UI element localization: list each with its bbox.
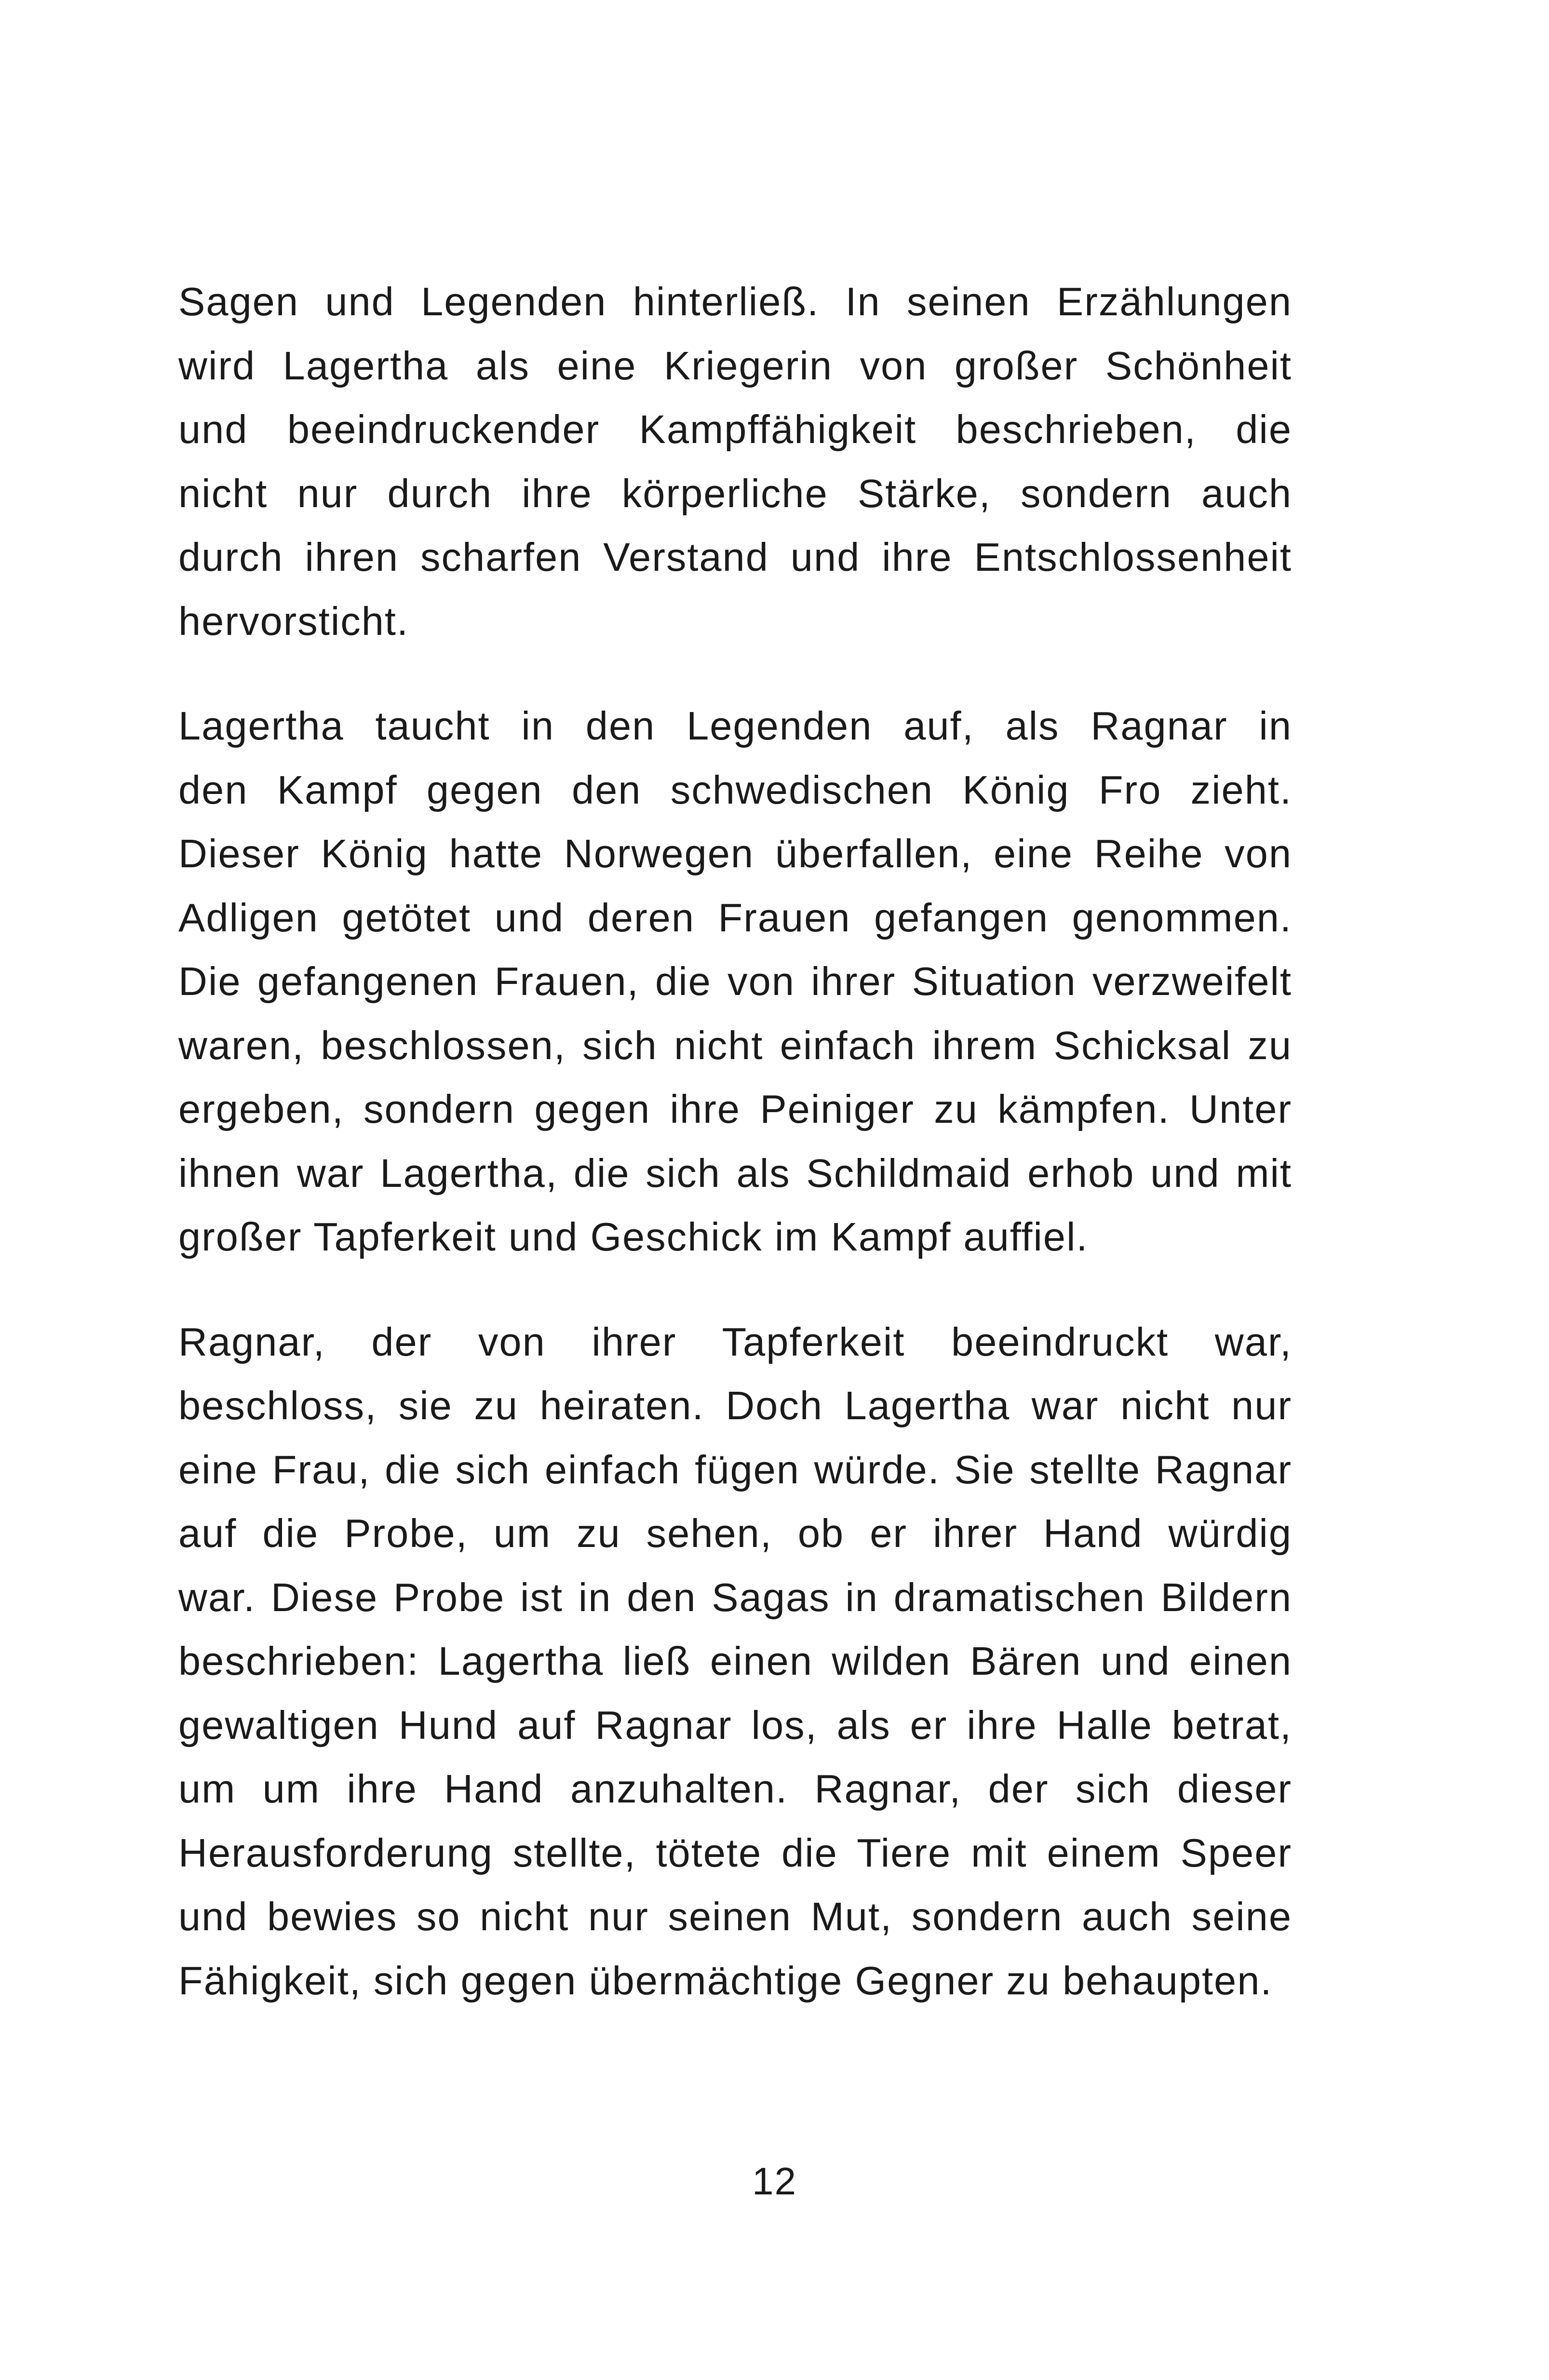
text-line: Dieser König hatte Norwegen überfallen, eine Reihe von — [178, 831, 1292, 876]
page-number: 12 — [752, 2160, 797, 2203]
text-line: um um ihre Hand anzuhalten. Ragnar, der sich dieser — [178, 1766, 1292, 1811]
text-line: Herausforderung stellte, tötete die Tiere mit einem Speer — [178, 1830, 1292, 1875]
text-line: Adligen getötet und deren Frauen gefangen genommen. — [178, 895, 1292, 940]
text-line: beschloss, sie zu heiraten. Doch Lagertha war nicht nur — [178, 1383, 1292, 1428]
paragraph-3 — [178, 1310, 1292, 2013]
text-line: Sagen und Legenden hinterließ. In seinen Erzählungen — [178, 279, 1292, 324]
text-line: und beeindruckender Kampffähigkeit beschrieben, die — [178, 407, 1292, 452]
text-line: den Kampf gegen den schwedischen König Fro zieht. — [178, 767, 1292, 812]
text-line: war. Diese Probe ist in den Sagas in dramatischen Bildern — [178, 1574, 1292, 1620]
text-line: beschrieben: Lagertha ließ einen wilden Bären und einen — [178, 1639, 1292, 1683]
text-line: ihnen war Lagertha, die sich als Schildmaid erhob und mit — [178, 1150, 1292, 1196]
text-line: eine Frau, die sich einfach fügen würde. Sie stellte Ragnar — [178, 1447, 1292, 1492]
text-line: gewaltigen Hund auf Ragnar los, als er ihre Halle betrat, — [178, 1702, 1292, 1748]
text-line: großer Tapferkeit und Geschick im Kampf auffiel. — [178, 1214, 1089, 1259]
text-line: Ragnar, der von ihrer Tapferkeit beeindruckt war, — [178, 1319, 1292, 1364]
text-line: und bewies so nicht nur seinen Mut, sondern auch seine — [178, 1894, 1292, 1939]
text-line: waren, beschlossen, sich nicht einfach ihrem Schicksal zu — [178, 1022, 1292, 1068]
paragraph-2 — [178, 694, 1292, 1269]
text-line: Lagertha taucht in den Legenden auf, als Ragnar in — [178, 703, 1292, 748]
text-line: hervorsticht. — [178, 598, 409, 644]
paragraph-1 — [178, 270, 1292, 653]
body-text — [178, 270, 1292, 2013]
text-line: auf die Probe, um zu sehen, ob er ihrer Hand würdig — [178, 1511, 1292, 1556]
text-line: Fähigkeit, sich gegen übermächtige Gegner zu behaupten. — [178, 1958, 1273, 2003]
text-line: ergeben, sondern gegen ihre Peiniger zu kämpfen. Unter — [178, 1087, 1292, 1131]
text-line: wird Lagertha als eine Kriegerin von großer Schönheit — [178, 343, 1292, 388]
text-line: nicht nur durch ihre körperliche Stärke, sondern auch — [178, 471, 1292, 516]
text-line: durch ihren scharfen Verstand und ihre Entschlossenheit — [178, 535, 1292, 579]
text-line: Die gefangenen Frauen, die von ihrer Situation verzweifelt — [178, 959, 1292, 1004]
